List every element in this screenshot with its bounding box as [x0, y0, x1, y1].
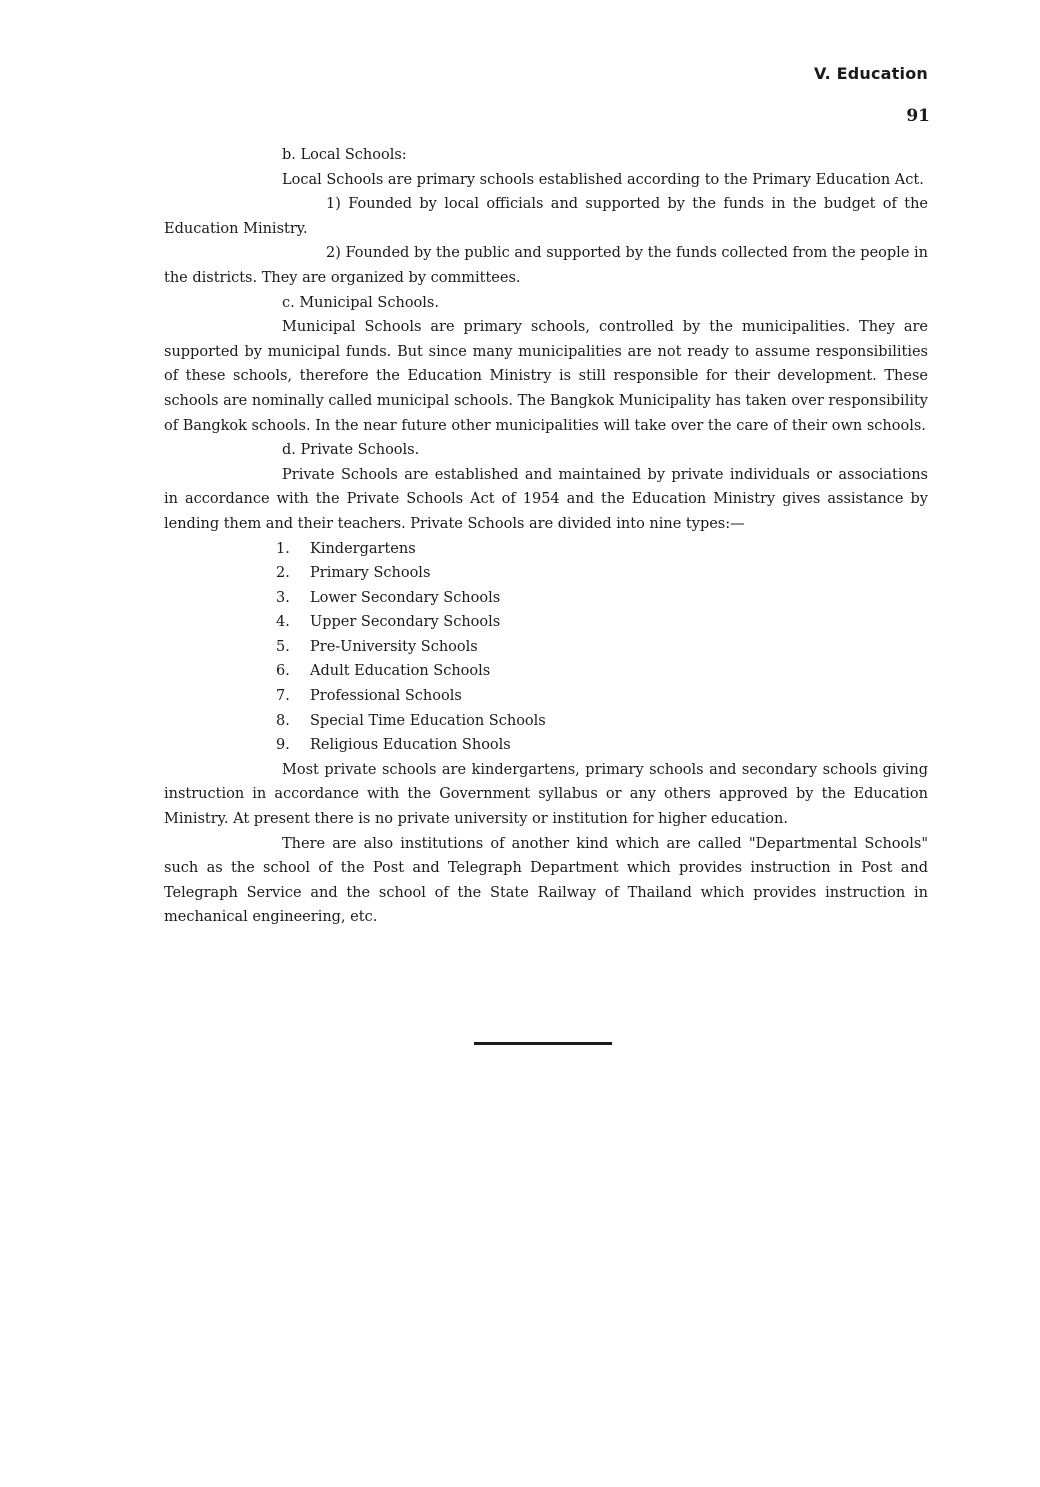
list-item-label: Pre-University Schools [310, 638, 478, 655]
section-b-item-2: 2) Founded by the public and supported by the funds collected from the people in the districts. They are organized by committees. [164, 245, 928, 286]
list-item [276, 561, 928, 586]
list-item-label: Upper Secondary Schools [310, 614, 501, 631]
page-number: 91 [906, 106, 930, 126]
list-item-number: 2. [276, 565, 290, 582]
list-item-number: 6. [276, 663, 290, 680]
section-d-heading: d. Private Schools. [282, 442, 420, 459]
section-b-item-1: 1) Founded by local officials and supported by the funds in the budget of the Education Ministry. [164, 196, 928, 237]
list-item [276, 586, 928, 611]
section-d-body: Private Schools are established and maintained by private individuals or associations in accordance with the Private Schools Act of 1954 and the Education Ministry gives assistance by lending them and their teachers. Private Schools are divided into nine types:— [164, 466, 928, 532]
section-b-intro: Local Schools are primary schools established according to the Primary Education Act. [282, 171, 924, 188]
list-item-number: 7. [276, 688, 290, 705]
section-c-body: Municipal Schools are primary schools, controlled by the municipalities. They are supported by municipal funds. But since many municipalities are not ready to assume responsibilities of these schools, therefore the Education Ministry is still responsible for their development. These schools are nominally called municipal schools. The Bangkok Municipality has taken over responsibility of Bangkok schools. In the near future other municipalities will take over the care of their own schools. [164, 319, 928, 434]
list-item-number: 4. [276, 614, 290, 631]
list-item-label: Special Time Education Schools [310, 712, 546, 729]
list-item-number: 1. [276, 540, 290, 557]
list-item [276, 610, 928, 635]
section-d-after-list: Most private schools are kindergartens, primary schools and secondary schools giving instruction in accordance with the Government syllabus or any others approved by the Education Ministry. At present there is no private university or institution for higher education. [164, 761, 928, 828]
list-item-label: Adult Education Schools [310, 663, 491, 680]
list-item-label: Religious Education Shools [310, 737, 511, 754]
list-item [276, 684, 928, 709]
end-rule [474, 1042, 612, 1045]
private-school-types-list [164, 537, 928, 758]
list-item-label: Lower Secondary Schools [310, 589, 501, 606]
list-item-number: 9. [276, 737, 290, 754]
list-item-label: Professional Schools [310, 688, 462, 705]
list-item [276, 733, 928, 758]
document-body [164, 143, 928, 930]
list-item-number: 8. [276, 712, 290, 729]
list-item-label: Primary Schools [310, 565, 431, 582]
list-item [276, 659, 928, 684]
departmental-schools-paragraph: There are also institutions of another kind which are called "Departmental Schools" such as the school of the Post and Telegraph Department which provides instruction in Post and Telegraph Service and the school of the State Railway of Thailand which provides instruction in mechanical engineering, etc. [164, 835, 928, 926]
section-c-heading: c. Municipal Schools. [282, 294, 439, 311]
list-item-number: 5. [276, 638, 290, 655]
list-item [276, 537, 928, 562]
list-item [276, 709, 928, 734]
list-item-number: 3. [276, 589, 290, 606]
list-item-label: Kindergartens [310, 540, 416, 557]
running-header: V. Education [814, 64, 928, 83]
section-b-heading: b. Local Schools: [282, 147, 407, 163]
list-item [276, 635, 928, 660]
